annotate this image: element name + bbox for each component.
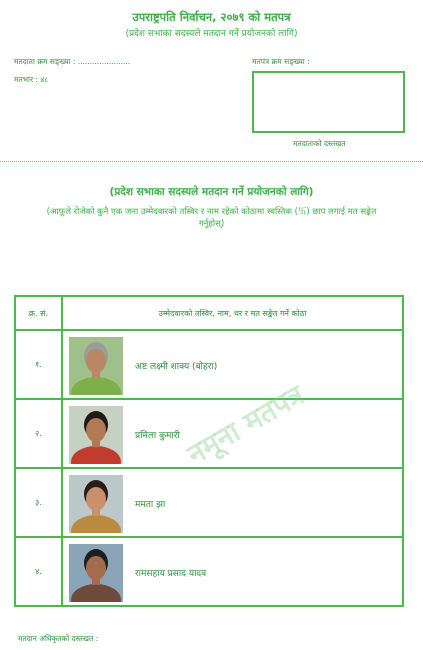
table-row (15, 330, 403, 399)
candidate-vote-cell[interactable] (62, 468, 403, 537)
section-title: (प्रदेश सभाका सदस्यले मतदान गर्ने प्रयोजनको लागि) (109, 186, 314, 198)
voter-serial-label: मतदाता क्रम सङ्ख्या : ...................... (14, 57, 131, 66)
candidate-serial: ३. (15, 468, 62, 537)
candidate-name: ममता झा (135, 500, 166, 510)
candidate-vote-cell[interactable] (62, 537, 403, 606)
ballot-title: उपराष्ट्रपति निर्वाचन, २०७९ को मतपत्र (132, 10, 291, 24)
table-row (15, 468, 403, 537)
voter-signature-label: मतदाताको दस्तखत (293, 139, 346, 148)
ballot-serial-label: मतपत्र क्रम सङ्ख्या : (252, 57, 310, 66)
candidate-photo (69, 475, 123, 533)
sample-watermark: नमूना मतपत्र (181, 378, 310, 472)
candidate-serial: ४. (15, 537, 62, 606)
table-row (15, 537, 403, 606)
candidate-name: रामसहाय प्रसाद यादव (135, 569, 207, 579)
voter-signature-box[interactable] (252, 71, 405, 133)
candidate-name: अष्ट लक्ष्मी शाक्य (बोहरा) (135, 362, 218, 372)
vote-weight-label: मतभार : ४८ (14, 75, 49, 84)
column-header-candidate: उम्मेदवारको तस्विर, नाम, थर र मत सङ्केत गर्ने कोठा (62, 296, 403, 330)
voting-instruction: (आफूले रोजेको कुनै एक जना उम्मेदवारको तस्विर र नाम रहेको कोठामा स्वस्तिक (卐) छाप लगाई मत सङ्केत गर्नुहोस्) (46, 207, 377, 229)
perforation-line (0, 161, 423, 162)
candidate-serial: १. (15, 330, 62, 399)
candidate-photo (69, 337, 123, 395)
table-header-row (15, 296, 403, 330)
candidate-photo (69, 544, 123, 602)
officer-signature-label: मतदान अधिकृतको दस्तखत : (18, 634, 99, 643)
column-header-serial: क्र. सं. (15, 296, 62, 330)
candidate-photo (69, 406, 123, 464)
candidate-vote-cell[interactable] (62, 330, 403, 399)
candidate-name: प्रमिला कुमारी (135, 431, 180, 441)
ballot-subtitle: (प्रदेश सभाका सदस्यले मतदान गर्ने प्रयोजनको लागि) (125, 29, 298, 39)
candidate-serial: २. (15, 399, 62, 468)
